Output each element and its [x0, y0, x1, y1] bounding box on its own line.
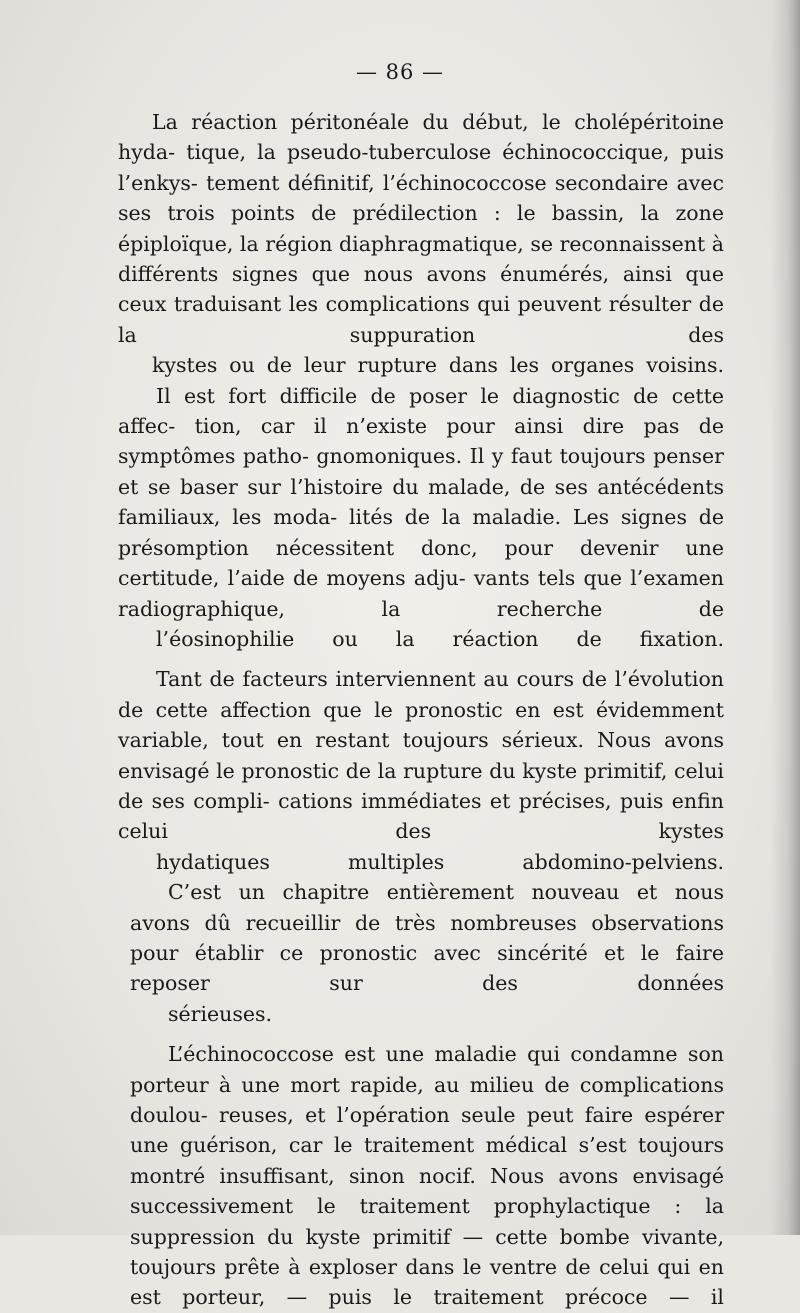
- text-line: sinon nocif. Nous avons envisagé successivement le traitement: [130, 1163, 724, 1219]
- text-line: sérieuses.: [168, 1001, 273, 1026]
- body-text: [118, 107, 724, 1313]
- text-line: tout en restant toujours sérieux. Nous avons envisagé le: [118, 728, 724, 783]
- text-line: cette affection que le pronostic en est évidemment variable,: [118, 697, 724, 753]
- page-number: — 86 —: [355, 60, 445, 84]
- text-line: région diaphragmatique, se reconnaissent à différents signes: [118, 231, 724, 287]
- text-line: gnomoniques. Il y faut toujours penser et se baser sur: [118, 444, 724, 499]
- text-line: porteur à une mort rapide, au milieu de complications doulou-: [130, 1072, 724, 1127]
- text-line: cations immédiates et précises, puis enfin celui des kystes: [118, 788, 724, 844]
- text-line: car le traitement médical s’est toujours montré insuffisant,: [130, 1133, 724, 1188]
- text-line: celui qui en est porteur, — puis le traitement précoce — il: [130, 1255, 724, 1310]
- text-line: Il est fort difficile de poser le diagnostic de cette affec-: [118, 383, 724, 439]
- text-line: que nous avons énumérés, ainsi que ceux traduisant les: [118, 262, 724, 317]
- paragraph: [130, 1039, 724, 1313]
- text-line: donc, pour devenir une certitude, l’aide de moyens adju-: [118, 535, 724, 591]
- text-line: lités de la maladie. Les signes de présomption nécessitent: [118, 505, 724, 560]
- paragraph: [118, 107, 724, 381]
- text-line: Tant de facteurs interviennent au cours de l’évolution de: [118, 667, 724, 722]
- page-gutter-shadow: [770, 0, 800, 1235]
- text-line: La réaction péritonéale du début, le cholépéritoine hyda-: [118, 110, 724, 165]
- text-line: tion, car il n’existe pour ainsi dire pas de symptômes patho-: [118, 414, 724, 469]
- text-line: bombe vivante, toujours prête à exploser dans le ventre de: [130, 1224, 724, 1280]
- text-line: C’est un chapitre entièrement nouveau et nous avons dû: [130, 880, 724, 935]
- text-line: tement définitif, l’échinococcose secondaire avec ses trois: [118, 170, 724, 226]
- text-line: l’éosinophilie ou la réaction de fixation.: [156, 626, 724, 651]
- paragraph: [118, 664, 724, 877]
- text-line: complications qui peuvent résulter de la suppuration des: [118, 292, 724, 347]
- paragraph-gap: [118, 654, 724, 664]
- text-line: prophylactique : la suppression du kyste primitif — cette: [130, 1194, 724, 1249]
- text-line: L’échinococcose est une maladie qui condamne son: [168, 1042, 724, 1067]
- paragraph: [118, 381, 724, 655]
- text-line: l’histoire du malade, de ses antécédents familiaux, les moda-: [118, 474, 724, 530]
- text-line: hydatiques multiples abdomino-pelviens.: [156, 849, 724, 874]
- text-line: tique, la pseudo-tuberculose échinococcique, puis l’enkys-: [118, 140, 724, 195]
- paragraph: [130, 877, 724, 1029]
- text-line: vants tels que l’examen radiographique, la recherche de: [118, 566, 724, 621]
- text-line: pronostic de la rupture du kyste primitif, celui de ses compli-: [118, 758, 724, 813]
- paragraph-gap: [118, 1029, 724, 1039]
- text-line: kystes ou de leur rupture dans les organes voisins.: [152, 353, 724, 378]
- text-line: points de prédilection : le bassin, la zone épiploïque, la: [118, 201, 724, 256]
- text-line: recueillir de très nombreuses observations pour établir ce: [130, 910, 724, 965]
- text-line: pronostic avec sincérité et le faire reposer sur des données: [130, 940, 724, 996]
- text-line: reuses, et l’opération seule peut faire espérer une guérison,: [130, 1103, 724, 1158]
